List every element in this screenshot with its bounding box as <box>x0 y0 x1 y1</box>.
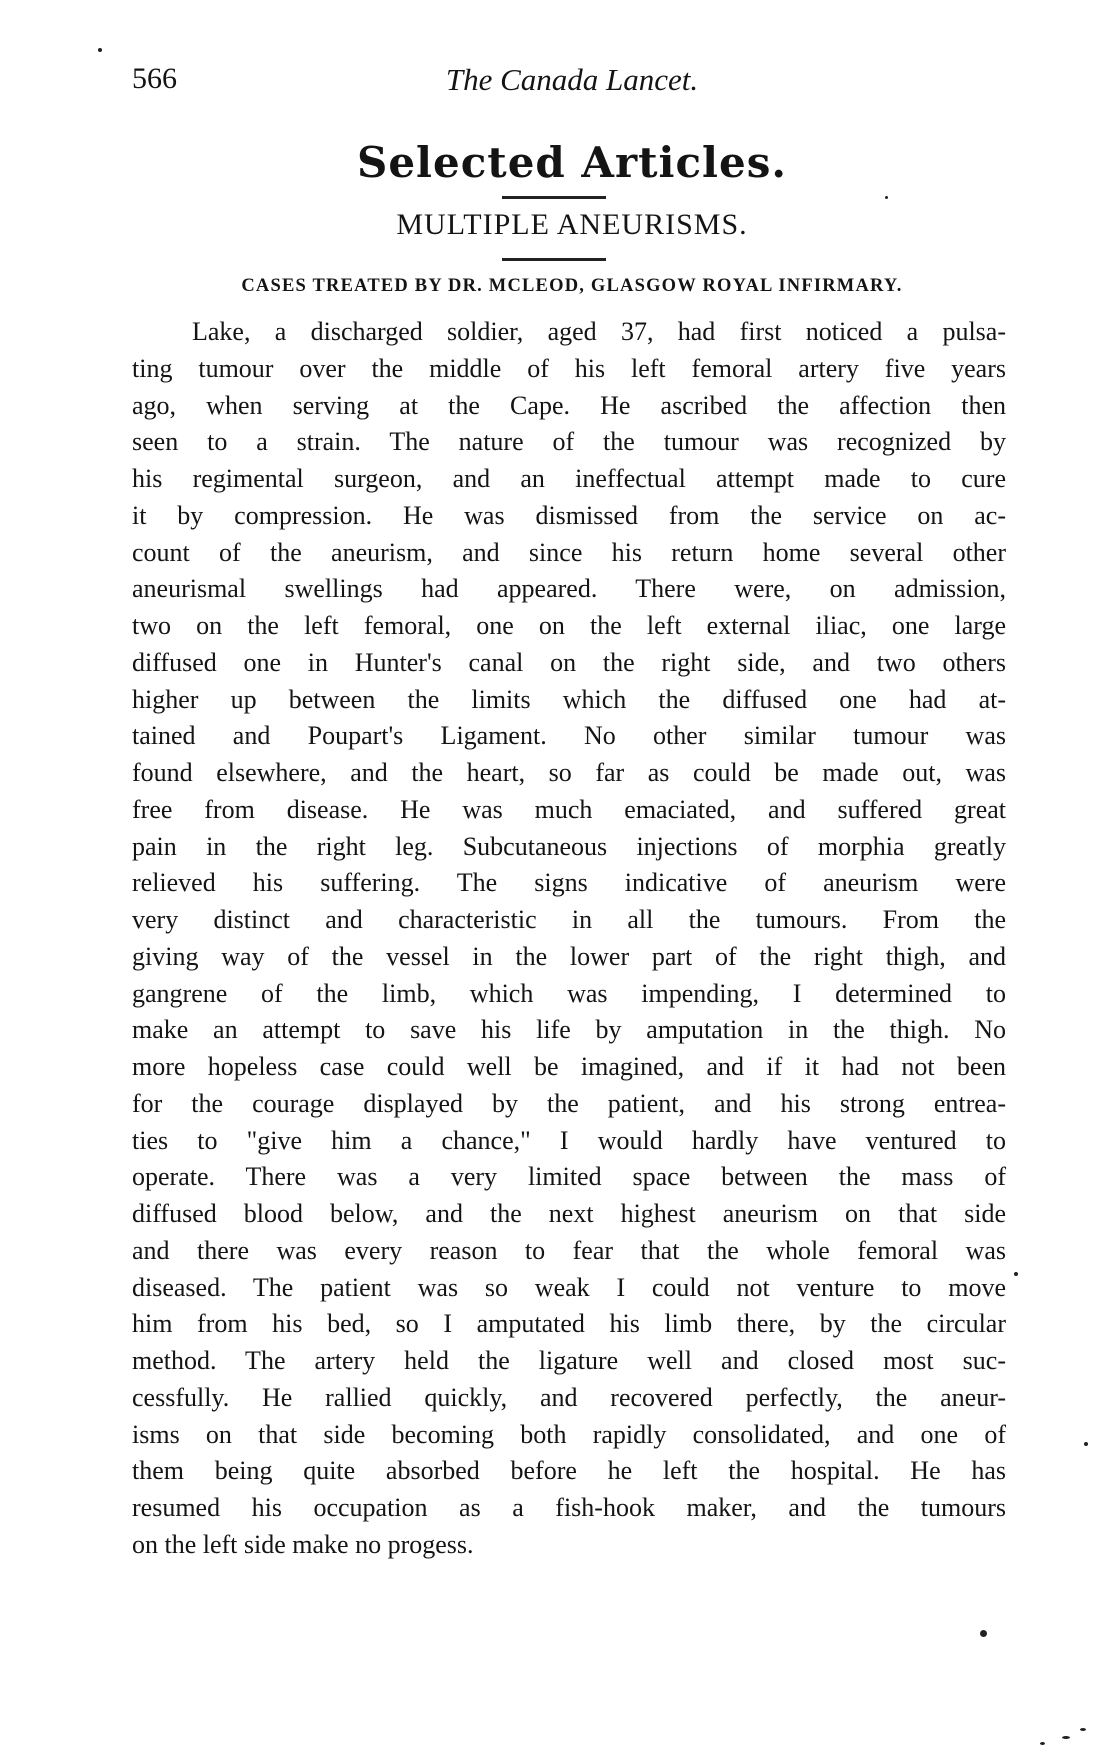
article-title: MULTIPLE ANEURISMS. <box>396 208 748 241</box>
divider-rule <box>502 258 606 261</box>
body-line: pain in the right leg. Subcutaneous injections of morphia greatly <box>132 831 1006 861</box>
body-line: diffused one in Hunter's canal on the right side, and two others <box>132 647 1006 677</box>
body-line: gangrene of the limb, which was impending, I determined to <box>132 978 1006 1008</box>
body-line: cessfully. He rallied quickly, and recovered perfectly, the aneur- <box>132 1382 1006 1412</box>
body-line: on the left side make no progess. <box>132 1529 474 1559</box>
body-line: for the courage displayed by the patient, and his strong entrea- <box>132 1088 1006 1118</box>
body-line: tained and Poupart's Ligament. No other similar tumour was <box>132 721 1006 751</box>
scan-speck <box>1080 1728 1086 1731</box>
body-line: giving way of the vessel in the lower part of the right thigh, and <box>132 941 1006 971</box>
scan-speck <box>980 1630 987 1637</box>
scan-speck <box>1014 1272 1018 1276</box>
body-line: make an attempt to save his life by amputation in the thigh. No <box>132 1015 1006 1045</box>
body-line: and there was every reason to fear that the whole femoral was <box>132 1235 1006 1265</box>
body-line: resumed his occupation as a fish-hook maker, and the tumours <box>132 1493 1006 1522</box>
body-line: method. The artery held the ligature well and closed most suc- <box>132 1346 1006 1375</box>
body-line: them being quite absorbed before he left the hospital. He has <box>132 1456 1006 1486</box>
divider-rule <box>502 196 606 199</box>
scan-speck <box>98 48 102 52</box>
body-line: ago, when serving at the Cape. He ascribed the affection then <box>132 390 1006 420</box>
body-line: higher up between the limits which the diffused one had at- <box>132 684 1006 714</box>
scan-speck <box>1062 1736 1070 1739</box>
body-line: very distinct and characteristic in all the tumours. From the <box>132 905 1006 934</box>
body-line: it by compression. He was dismissed from the service on ac- <box>132 500 1006 530</box>
body-line: diseased. The patient was so weak I could not venture to move <box>132 1272 1006 1302</box>
body-line: seen to a strain. The nature of the tumour was recognized by <box>132 427 1006 457</box>
scan-speck <box>885 196 888 199</box>
article-body <box>132 314 1006 1564</box>
scan-speck <box>1040 1742 1045 1745</box>
body-line: ties to "give him a chance," I would hardly have ventured to <box>132 1125 1006 1155</box>
running-head <box>132 62 1012 102</box>
body-line: two on the left femoral, one on the left external iliac, one large <box>132 611 1006 640</box>
body-line: more hopeless case could well be imagined, and if it had not been <box>132 1052 1006 1081</box>
body-line: diffused blood below, and the next highest aneurism on that side <box>132 1199 1006 1228</box>
body-line: found elsewhere, and the heart, so far as could be made out, was <box>132 758 1006 787</box>
body-line: his regimental surgeon, and an ineffectual attempt made to cure <box>132 464 1006 493</box>
body-line: isms on that side becoming both rapidly consolidated, and one of <box>132 1419 1006 1449</box>
body-line: aneurismal swellings had appeared. There were, on admission, <box>132 574 1006 604</box>
section-title: Selected Articles. <box>356 138 787 187</box>
body-line: Lake, a discharged soldier, aged 37, had first noticed a pulsa- <box>192 317 1006 346</box>
body-line: count of the aneurism, and since his return home several other <box>132 537 1006 567</box>
page-number: 566 <box>132 62 177 95</box>
scan-speck <box>1084 1442 1088 1446</box>
body-line: operate. There was a very limited space between the mass of <box>132 1162 1006 1192</box>
body-line: relieved his suffering. The signs indicative of aneurism were <box>132 868 1006 898</box>
body-line: him from his bed, so I amputated his limb there, by the circular <box>132 1309 1006 1339</box>
article-subtitle: CASES TREATED BY DR. MCLEOD, GLASGOW ROYAL INFIRMARY. <box>241 276 903 296</box>
body-line: free from disease. He was much emaciated, and suffered great <box>132 794 1006 824</box>
body-line: ting tumour over the middle of his left femoral artery five years <box>132 353 1006 383</box>
journal-title: The Canada Lancet. <box>445 62 699 97</box>
